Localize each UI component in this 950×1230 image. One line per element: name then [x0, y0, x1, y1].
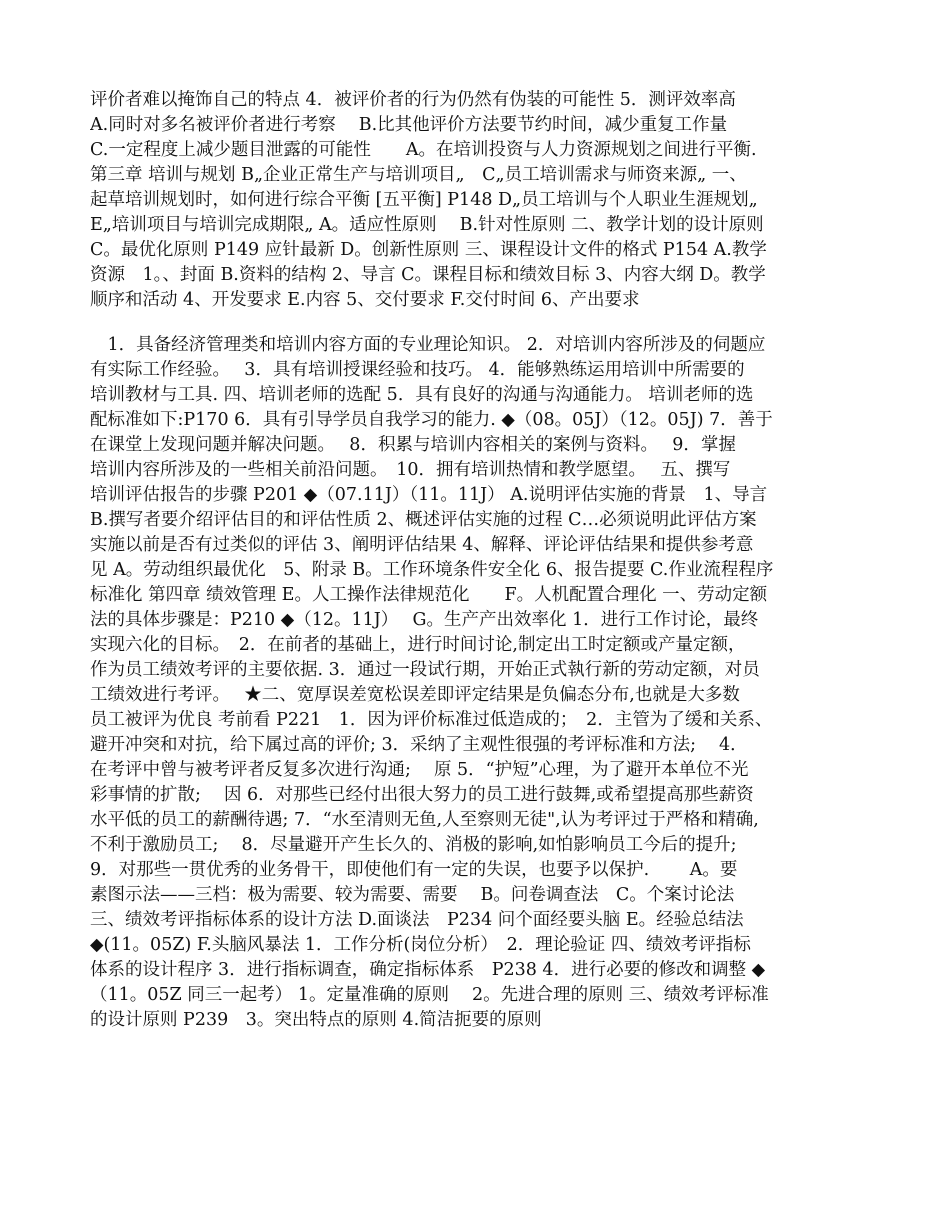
text-line: 三、绩效考评指标体系的设计方法 D.面谈法 P234 问个面经要头脑 E。经验总结法: [90, 910, 744, 930]
text-line: 培训内容所涉及的一些相关前沿问题。 10．拥有培训热情和教学愿望。 五、撰写: [90, 460, 731, 480]
text-line: 员工被评为优良 考前看 P221 1．因为评价标准过低造成的； 2．主管为了缓和关系、: [90, 710, 773, 730]
text-line: 体系的设计程序 3．进行指标调查，确定指标体系 P238 4．进行必要的修改和调整 ◆: [90, 960, 766, 980]
document-page: [90, 88, 870, 1033]
text-line: 有实际工作经验。 3．具有培训授课经验和技巧。 4．能够熟练运用培训中所需要的: [90, 360, 745, 380]
text-line: C。最优化原则 P149 应针最新 D。创新性原则 三、课程设计文件的格式 P154 A.教学: [90, 240, 767, 260]
text-line: 评价者难以掩饰自己的特点 4．被评价者的行为仍然有伪装的可能性 5．测评效率高: [90, 90, 736, 110]
text-line: 实现六化的目标。 2．在前者的基础上，进行时间讨论,制定出工时定额或产量定额，: [90, 635, 746, 655]
paragraph-gap: [90, 313, 870, 333]
text-line: 在考评中曾与被考评者反复多次进行沟通; 原 5．“护短”心理，为了避开本单位不光: [90, 760, 749, 780]
text-line: B.撰写者要介绍评估目的和评估性质 2、概述评估实施的过程 C…必须说明此评估方案: [90, 510, 757, 530]
text-line: 避开冲突和对抗，给下属过高的评价; 3．采纳了主观性很强的考评标准和方法; 4．: [90, 735, 748, 755]
text-line: 见 A。劳动组织最优化 5、附录 B。工作环境条件安全化 6、报告提要 C.作业流程程序: [90, 560, 774, 580]
text-line: 培训评估报告的步骤 P201 ◆（07.11J）（11。11J） A.说明评估实施的背景 1、导言: [90, 485, 768, 505]
paragraph-2: [90, 333, 870, 1033]
text-line: ◆(11。05Z) F.头脑风暴法 1．工作分析(岗位分析） 2．理论验证 四、绩效考评指标: [90, 935, 751, 955]
text-line: 配标准如下:P170 6．具有引导学员自我学习的能力. ◆（08。05J）（12。05J) 7．善于: [90, 410, 773, 430]
paragraph-1: [90, 88, 870, 313]
text-line: 顺序和活动 4、开发要求 E.内容 5、交付要求 F.交付时间 6、产出要求: [90, 290, 640, 310]
text-line: 彩事情的扩散; 因 6．对那些已经付出很大努力的员工进行鼓舞,或希望提高那些薪资: [90, 785, 754, 805]
text-line: 法的具体步骤是：P210 ◆（12。11J） G。生产产出效率化 1．进行工作讨论，最终: [90, 610, 759, 630]
text-line: 在课堂上发现问题并解决问题。 8．积累与培训内容相关的案例与资料。 9．掌握: [90, 435, 736, 455]
text-line: 素图示法——三档：极为需要、较为需要、需要 B。问卷调查法 C。个案讨论法: [90, 885, 735, 905]
text-line: 起草培训规划时，如何进行综合平衡 [五平衡] P148 D„员工培训与个人职业生涯规划„: [90, 190, 758, 210]
text-line: C.一定程度上减少题目泄露的可能性 A。在培训投资与人力资源规划之间进行平衡.: [90, 140, 757, 160]
text-line: 培训教材与工具. 四、培训老师的选配 5．具有良好的沟通与沟通能力。 培训老师的选: [90, 385, 754, 405]
text-line: 不利于激励员工; 8．尽量避开产生长久的、消极的影响,如怕影响员工今后的提升;: [90, 835, 737, 855]
text-line: A.同时对多名被评价者进行考察 B.比其他评价方法要节约时间，减少重复工作量: [90, 115, 728, 135]
text-line: 资源 1。、封面 B.资料的结构 2、导言 C。课程目标和绩效目标 3、内容大纲 D。教学: [90, 265, 766, 285]
text-line: E„培训项目与培训完成期限„ A。适应性原则 B.针对性原则 二、教学计划的设计原则: [90, 215, 764, 235]
text-line: 9．对那些一贯优秀的业务骨干，即使他们有一定的失误，也要予以保护. A。要: [90, 860, 738, 880]
text-line: 作为员工绩效考评的主要依据. 3．通过一段试行期，开始正式執行新的劳动定额，对员: [90, 660, 760, 680]
text-line: 实施以前是否有过类似的评估 3、阐明评估结果 4、解释、评论评估结果和提供参考意: [90, 535, 754, 555]
text-line: 第三章 培训与规划 B„企业正常生产与培训项目„ C„员工培训需求与师资来源„ 一、: [90, 165, 747, 185]
text-line: 标准化 第四章 绩效管理 E。人工操作法律规范化 F。人机配置合理化 一、劳动定额: [90, 585, 768, 605]
text-line: 水平低的员工的薪酬待遇; 7．“水至清则无鱼,人至察则无徒",认为考评过于严格和精确,: [90, 810, 759, 830]
text-line: （11。05Z 同三一起考） 1。定量准确的原则 2。先进合理的原则 三、绩效考评标准: [90, 985, 769, 1005]
text-line: 1．具备经济管理类和培训内容方面的专业理论知识。 2．对培训内容所涉及的伺题应: [90, 335, 766, 355]
text-line: 工绩效进行考评。 ★二、宽厚误差宽松误差即评定结果是负偏态分布,也就是大多数: [90, 685, 740, 705]
text-line: 的设计原则 P239 3。突出特点的原则 4.简洁扼要的原则: [90, 1010, 542, 1030]
